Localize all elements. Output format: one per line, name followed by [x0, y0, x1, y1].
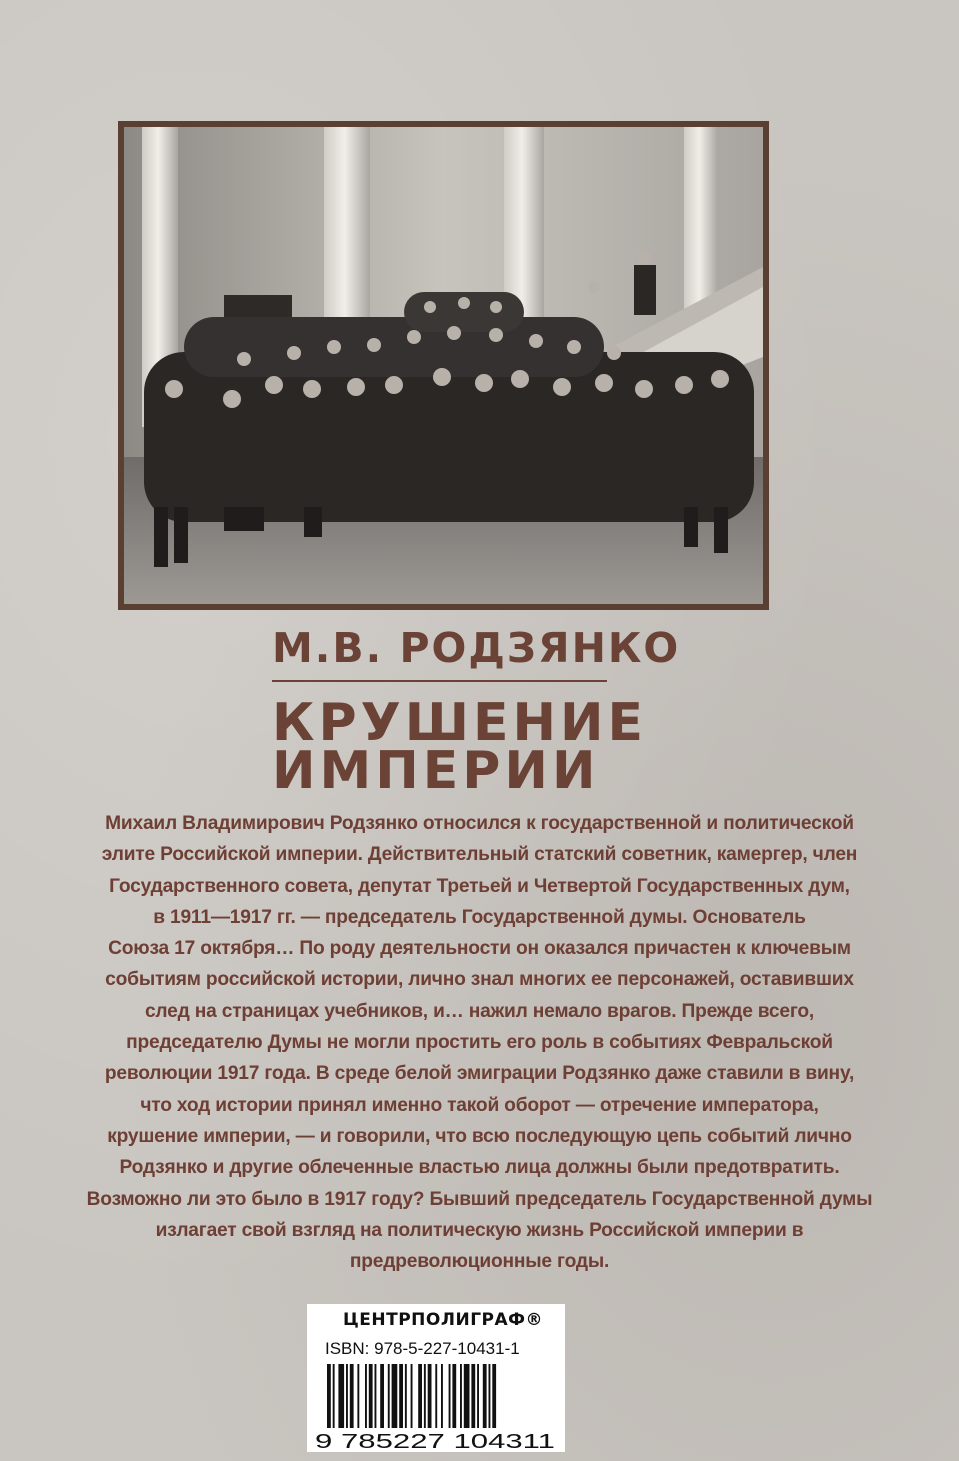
description-line: излагает свой взгляд на политическую жизнь Российской империи в: [155, 1219, 804, 1241]
barcode-bar: [411, 1364, 413, 1428]
barcode-bar: [327, 1364, 331, 1428]
description-line: Государственного совета, депутат Третьей и Четвертой Государственных дум,: [109, 875, 850, 897]
barcode-bar: [380, 1364, 384, 1428]
barcode-bar: [449, 1364, 451, 1428]
book-title-line-1: КРУШЕНИЕ: [272, 693, 648, 753]
barcode-bar: [405, 1364, 407, 1428]
barcode-bar: [464, 1364, 470, 1428]
description-line: элите Российской империи. Действительный статский советник, камергер, член: [101, 844, 858, 866]
barcode-bar: [346, 1364, 348, 1428]
description-line: председателю Думы не могли простить его роль в событиях Февральской: [126, 1032, 833, 1054]
isbn-number: ISBN: 978-5-227-10431-1: [325, 1339, 520, 1358]
cover-photo-frame: [118, 121, 769, 610]
barcode-bar: [399, 1364, 403, 1428]
description-line: революции 1917 года. В среде белой эмиграции Родзянко даже ставили в вину,: [104, 1063, 855, 1085]
book-title-line-2: ИМПЕРИИ: [272, 741, 600, 801]
barcode-bar: [424, 1364, 426, 1428]
isbn-barcode-box: [307, 1304, 565, 1452]
barcode-bar: [428, 1364, 432, 1428]
barcode-bar: [388, 1364, 390, 1428]
barcode-bar: [375, 1364, 377, 1428]
barcode-bar: [441, 1364, 443, 1428]
barcode-bar: [492, 1364, 496, 1428]
barcode-bar: [435, 1364, 437, 1428]
book-description: [10, 808, 949, 1277]
description-line: что ход истории принял именно такой оборот — отречение императора,: [140, 1094, 819, 1116]
barcode-icon: [313, 1364, 559, 1450]
description-line: Возможно ли это было в 1917 году? Бывший председатель Государственной думы: [86, 1188, 873, 1210]
barcode-bar: [477, 1364, 479, 1428]
title-divider: [272, 680, 607, 682]
barcode-bar: [369, 1364, 373, 1428]
description-line: Михаил Владимирович Родзянко относился к государственной и политической: [105, 813, 854, 834]
barcode-bar: [357, 1364, 359, 1428]
barcode-bar: [365, 1364, 367, 1428]
barcode-bar: [333, 1364, 335, 1428]
barcode-digits: 9 785227 104311: [315, 1431, 555, 1450]
description-line: крушение империи, — и говорили, что всю последующую цепь событий лично: [107, 1125, 852, 1147]
description-line: предреволюционные годы.: [349, 1251, 610, 1273]
author-name: М.В. РОДЗЯНКО: [272, 624, 681, 672]
barcode-bar: [489, 1364, 491, 1428]
description-line: Союза 17 октября… По роду деятельности он оказался причастен к ключевым: [108, 938, 851, 960]
barcode-bar: [460, 1364, 462, 1428]
description-line: Родзянко и другие облеченные властью лица должны были предотвратить.: [119, 1157, 840, 1179]
barcode-bar: [392, 1364, 398, 1428]
barcode-bar: [350, 1364, 354, 1428]
barcode-bar: [483, 1364, 487, 1428]
description-line: в 1911—1917 гг. — председатель Государственной думы. Основатель: [153, 906, 806, 928]
duma-group-photo: [124, 127, 763, 604]
barcode-bar: [338, 1364, 344, 1428]
description-line: событиям российской истории, лично знал многих ее персонажей, оставивших: [105, 969, 854, 991]
publisher-logo: ЦЕНТРПОЛИГРАФ®: [343, 1310, 544, 1330]
barcode-bar: [418, 1364, 422, 1428]
description-line: след на страницах учебников, и… нажил немало врагов. Прежде всего,: [144, 1000, 815, 1022]
barcode-bar: [452, 1364, 456, 1428]
barcode-bar: [471, 1364, 475, 1428]
